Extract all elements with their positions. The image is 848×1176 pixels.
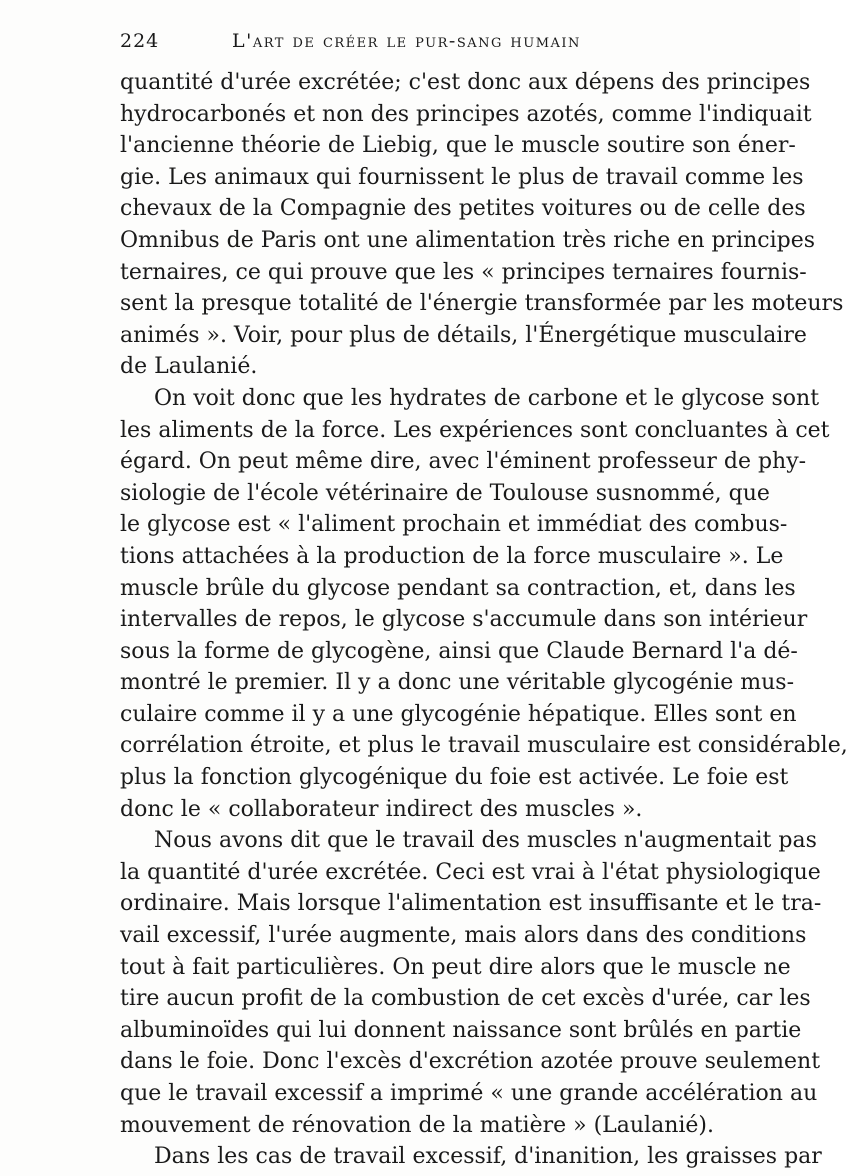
text-line: sent la presque totalité de l'énergie transformée par les moteurs [120, 291, 844, 317]
text-line: tire aucun profit de la combustion de cet excès d'urée, car les [120, 986, 811, 1012]
text-line: la quantité d'urée excrétée. Ceci est vrai à l'état physiologique [120, 859, 821, 885]
text-line: culaire comme il y a une glycogénie hépatique. Elles sont en [120, 701, 797, 727]
text-line: animés ». Voir, pour plus de détails, l'Énergétique musculaire [120, 322, 807, 348]
text-line: chevaux de la Compagnie des petites voitures ou de celle des [120, 196, 806, 222]
text-line: Dans les cas de travail excessif, d'inanition, les graisses par [154, 1144, 822, 1170]
text-line: tout à fait particulières. On peut dire alors que le muscle ne [120, 954, 791, 980]
text-line: On voit donc que les hydrates de carbone et le glycose sont [154, 385, 820, 411]
running-title: L'art de créer le pur-sang humain [232, 30, 581, 52]
text-line: albuminoïdes qui lui donnent naissance sont brûlés en partie [120, 1017, 802, 1043]
text-line: muscle brûle du glycose pendant sa contraction, et, dans les [120, 575, 796, 601]
running-header [120, 30, 760, 60]
text-line: dans le foie. Donc l'excès d'excrétion azotée prouve seulement [120, 1049, 821, 1075]
text-line: ternaires, ce qui prouve que les « principes ternaires fournis- [120, 259, 807, 285]
text-line: de Laulanié. [120, 354, 258, 380]
text-line: hydrocarbonés et non des principes azotés, comme l'indiquait [120, 101, 812, 127]
text-line: montré le premier. Il y a donc une véritable glycogénie mus- [120, 670, 795, 696]
text-line: égard. On peut même dire, avec l'éminent professeur de phy- [120, 449, 807, 475]
text-line: l'ancienne théorie de Liebig, que le muscle soutire son éner- [120, 133, 796, 159]
text-line: plus la fonction glycogénique du foie est activée. Le foie est [120, 765, 789, 791]
text-line: corrélation étroite, et plus le travail musculaire est considérable, [120, 733, 848, 759]
text-line: Omnibus de Paris ont une alimentation très riche en principes [120, 227, 816, 253]
text-line: siologie de l'école vétérinaire de Toulouse susnommé, que [120, 480, 770, 506]
text-line: donc le « collaborateur indirect des muscles ». [120, 796, 643, 822]
text-line: ordinaire. Mais lorsque l'alimentation est insuffisante et le tra- [120, 891, 822, 917]
text-line: quantité d'urée excrétée; c'est donc aux dépens des principes [120, 70, 811, 95]
text-line: Nous avons dit que le travail des muscles n'augmentait pas [154, 828, 817, 854]
body-text [120, 67, 848, 1173]
text-line: intervalles de repos, le glycose s'accumule dans son intérieur [120, 607, 808, 633]
text-line: vail excessif, l'urée augmente, mais alors dans des conditions [120, 923, 807, 949]
text-line: le glycose est « l'aliment prochain et immédiat des combus- [120, 512, 788, 538]
text-line: sous la forme de glycogène, ainsi que Claude Bernard l'a dé- [120, 638, 798, 664]
text-line: les aliments de la force. Les expériences sont concluantes à cet [120, 417, 830, 443]
text-line: gie. Les animaux qui fournissent le plus de travail comme les [120, 164, 804, 190]
page-number: 224 [120, 30, 160, 52]
text-line: que le travail excessif a imprimé « une grande accélération au [120, 1081, 818, 1106]
text-line: tions attachées à la production de la force musculaire ». Le [120, 543, 784, 569]
text-line: mouvement de rénovation de la matière » (Laulanié). [120, 1112, 715, 1138]
